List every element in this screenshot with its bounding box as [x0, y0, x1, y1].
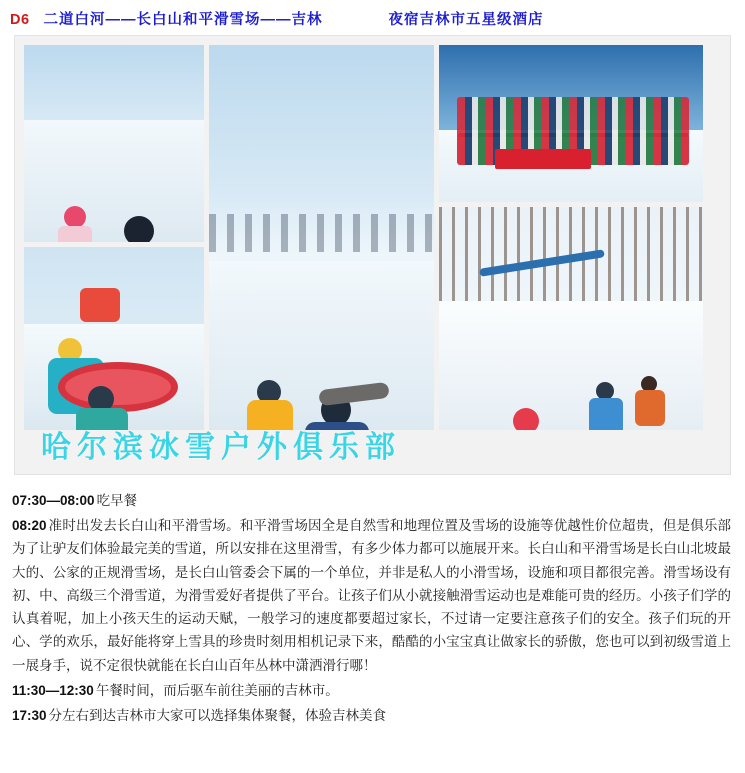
itinerary-entry — [12, 489, 731, 512]
entry-text: 吃早餐 — [96, 493, 138, 508]
route-title: 二道白河——长白山和平滑雪场——吉林 — [43, 12, 323, 28]
entry-text: 午餐时间，而后驱车前往美丽的吉林市。 — [95, 682, 339, 698]
backpack — [80, 288, 120, 322]
background-crowd — [209, 214, 434, 252]
red-banner — [495, 149, 591, 169]
entry-time: 07:30—08:00 — [12, 493, 95, 508]
photo-group-on-slope — [439, 45, 703, 202]
itinerary-list — [0, 475, 745, 727]
entry-time: 08:20 — [12, 518, 47, 534]
photo-instructor-teaching-child — [209, 45, 434, 430]
itinerary-entry — [12, 679, 731, 702]
day-label: D6 — [10, 12, 30, 28]
itinerary-entry — [12, 704, 731, 727]
snow-tube — [58, 362, 178, 412]
hotel-note: 夜宿吉林市五星级酒店 — [388, 12, 544, 28]
entry-text: 分左右到达吉林市大家可以选择集体聚餐，体验吉林美食 — [48, 707, 387, 723]
entry-text: 准时出发去长白山和平滑雪场。和平滑雪场因全是自然雪和地理位置及雪场的设施等优越性价位超贵，但是俱乐部为了让驴友们体验最完美的雪道，所以安排在这里滑雪，有多少体力都可以施展开来。长白山和平滑雪场是长白山北坡最大的、公家的正规滑雪场，是长白山管委会下属的一个单位，并非是私人的小滑雪场，设施和项目都很完善。滑雪场设有初、中、高级三个滑雪道，为滑雪爱好者提供了平台。让孩子们从小就接触滑雪运动也是难能可贵的经历。小孩子们学的认真着呢，加上小孩天生的运动天赋，一般学习的速度都要超过家长，不过请一定要注意孩子们的安全。孩子们玩的开心、学的欢乐，最好能将穿上雪具的珍贵时刻用相机记录下来，酷酷的小宝宝真让做家长的骄傲，您也可以到初级雪道上一展身手，说不定很快就能在长白山百年丛林中潇洒滑行哪！ — [12, 518, 731, 673]
group-row-back — [457, 97, 689, 137]
entry-time: 17:30 — [12, 707, 47, 723]
photo-kids-on-snow-tube — [24, 247, 204, 430]
club-watermark: 哈尔滨冰雪户外俱乐部 — [41, 430, 401, 465]
snow-ground — [24, 120, 204, 242]
itinerary-header — [0, 0, 745, 35]
entry-time: 11:30—12:30 — [12, 682, 94, 698]
itinerary-entry — [12, 514, 731, 677]
photo-collage — [14, 35, 731, 475]
photo-child-carrying-skis — [439, 207, 703, 430]
photo-two-kids-in-snow — [24, 45, 204, 242]
